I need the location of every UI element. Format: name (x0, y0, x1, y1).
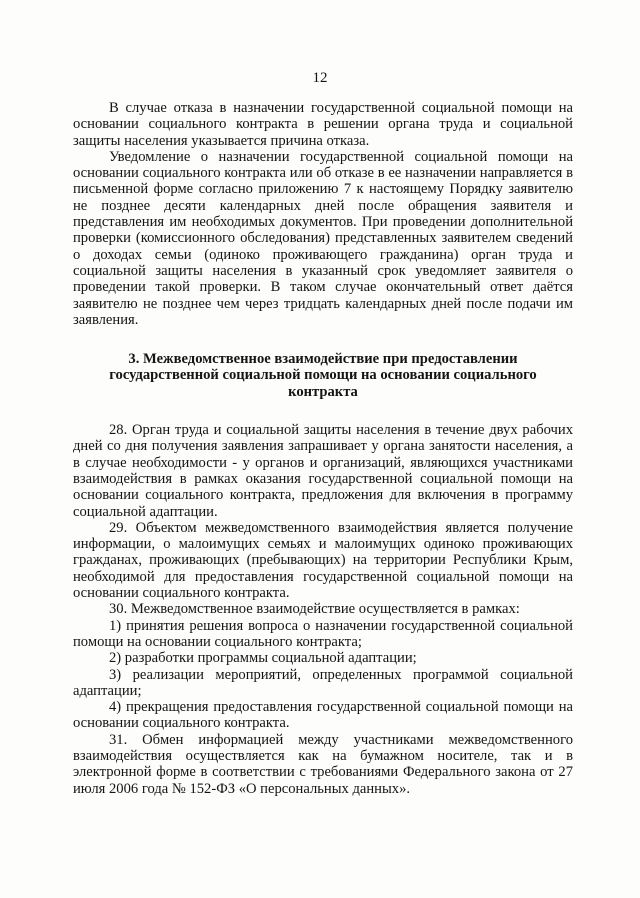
section-heading (73, 351, 573, 400)
paragraph-28: 28. Орган труда и социальной защиты населения в течение двух рабочих дней со дня получения заявления запрашивает у органа занятости населения, а в случае необходимости - у органов и организаций, являющихся участниками взаимодействия в рамках оказания государственной социальной помощи на основании социального контракта, предложения для включения в программу социальной адаптации. (73, 422, 573, 520)
list-item-4: 4) прекращения предоставления государственной социальной помощи на основании социального контракта. (73, 699, 573, 732)
list-item-2: 2) разработки программы социальной адаптации; (109, 650, 417, 667)
list-item-1: 1) принятия решения вопроса о назначении государственной социальной помощи на основании социального контракта; (73, 617, 573, 650)
paragraph-refusal-reason: В случае отказа в назначении государственной социальной помощи на основании социального контракта в решении органа труда и социальной защиты населения указывается причина отказа. (73, 100, 573, 149)
section-heading-line-1: 3. Межведомственное взаимодействие при предоставлении (128, 351, 518, 368)
paragraph-notification: Уведомление о назначении государственной социальной помощи на основании социального контракта или об отказе в ее назначении направляется в письменной форме согласно приложению 7 к настоящему Порядку заявителю не позднее десяти календарных дней после обращения заявителя и представления им необходимых документов. При проведении дополнительной проверки (комиссионного обследования) представленных заявителем сведений о доходах семьи (одиноко проживающего гражданина) орган труда и социальной защиты населения в указанный срок уведомляет заявителя о проведении такой проверки. В таком случае окончательный ответ даётся заявителю не позднее чем через тридцать календарных дней после подачи им заявления. (73, 148, 573, 328)
paragraph-30: 30. Межведомственное взаимодействие осуществляется в рамках: (109, 601, 520, 618)
list-item-3: 3) реализации мероприятий, определенных программой социальной адаптации; (73, 666, 573, 699)
paragraph-29: 29. Объектом межведомственного взаимодействия является получение информации, о малоимущих семьях и малоимущих одиноко проживающих гражданах, проживающих (пребывающих) на территории Республики Крым, необходимой для предоставления государственной социальной помощи на основании социального контракта. (73, 519, 573, 602)
page-number: 12 (312, 70, 328, 86)
section-heading-line-2: государственной социальной помощи на основании социального контракта (109, 367, 537, 400)
paragraph-31: 31. Обмен информацией между участниками межведомственного взаимодействия осуществляется как на бумажном носителе, так и в электронной форме в соответствии с требованиями Федерального закона от 27 июля 2006 года № 152-ФЗ «О персональных данных». (73, 731, 573, 797)
document-body (73, 100, 573, 797)
